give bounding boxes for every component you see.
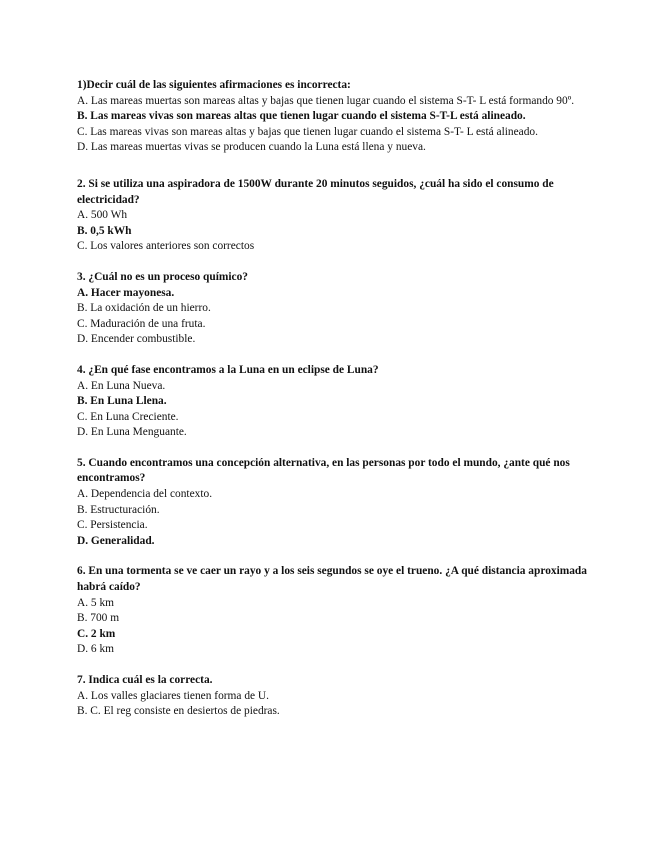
answer-option-b: B. 700 m [77, 612, 120, 625]
answer-option-a: A. 500 Wh [77, 209, 128, 222]
answer-option-b: B. La oxidación de un hierro. [77, 302, 211, 315]
question-title: 1)Decir cuál de las siguientes afirmaciones es incorrecta: [77, 79, 351, 91]
question-1 [77, 78, 615, 156]
question-5 [77, 456, 615, 550]
answer-option-c: C. Las mareas vivas son mareas altas y bajas que tienen lugar cuando el sistema S-T- L está alineado. [77, 125, 538, 138]
question-7 [77, 673, 615, 720]
answer-option-a: A. Los valles glaciares tienen forma de U. [77, 689, 269, 702]
answer-option-b: B. Las mareas vivas son mareas altas que tienen lugar cuando el sistema S-T-L está alineado. [77, 110, 526, 123]
answer-option-c: C. En Luna Creciente. [77, 410, 179, 423]
answer-option-c: C. Maduración de una fruta. [77, 317, 206, 330]
question-title: 7. Indica cuál es la correcta. [77, 674, 213, 686]
answer-option-c: C. Los valores anteriores son correctos [77, 240, 255, 253]
answer-option-d: D. Generalidad. [77, 534, 155, 547]
answer-option-a: A. Hacer mayonesa. [77, 286, 175, 299]
answer-option-b: B. Estructuración. [77, 503, 160, 516]
question-title: 3. ¿Cuál no es un proceso químico? [77, 270, 248, 283]
question-title: 6. En una tormenta se ve caer un rayo y a los seis segundos se oye el trueno. ¿A qué distancia aproximada habrá caído? [77, 565, 587, 594]
answer-option-a: A. 5 km [77, 596, 115, 609]
answer-option-d: D. Las mareas muertas vivas se producen cuando la Luna está llena y nueva. [77, 141, 426, 154]
answer-option-d: D. En Luna Menguante. [77, 426, 187, 439]
answer-option-c: C. Persistencia. [77, 519, 148, 532]
question-6 [77, 564, 615, 658]
question-3 [77, 270, 615, 348]
answer-option-b: B. C. El reg consiste en desiertos de piedras. [77, 705, 280, 718]
answer-option-d: D. Encender combustible. [77, 333, 196, 346]
question-4 [77, 363, 615, 441]
answer-option-a: A. Las mareas muertas son mareas altas y bajas que tienen lugar cuando el sistema S-T- L está formando 90º. [77, 94, 575, 107]
answer-option-a: A. Dependencia del contexto. [77, 488, 213, 501]
question-title: 5. Cuando encontramos una concepción alternativa, en las personas por todo el mundo, ¿ante qué nos encontramos? [77, 456, 570, 485]
answer-option-c: C. 2 km [77, 627, 116, 640]
question-2 [77, 177, 615, 255]
answer-option-b: B. En Luna Llena. [77, 395, 167, 408]
answer-option-a: A. En Luna Nueva. [77, 379, 166, 392]
answer-option-b: B. 0,5 kWh [77, 224, 132, 237]
answer-option-d: D. 6 km [77, 643, 115, 656]
question-title: 2. Si se utiliza una aspiradora de 1500W durante 20 minutos seguidos, ¿cuál ha sido el consumo de electricidad? [77, 177, 554, 206]
question-title: 4. ¿En qué fase encontramos a la Luna en un eclipse de Luna? [77, 363, 379, 376]
